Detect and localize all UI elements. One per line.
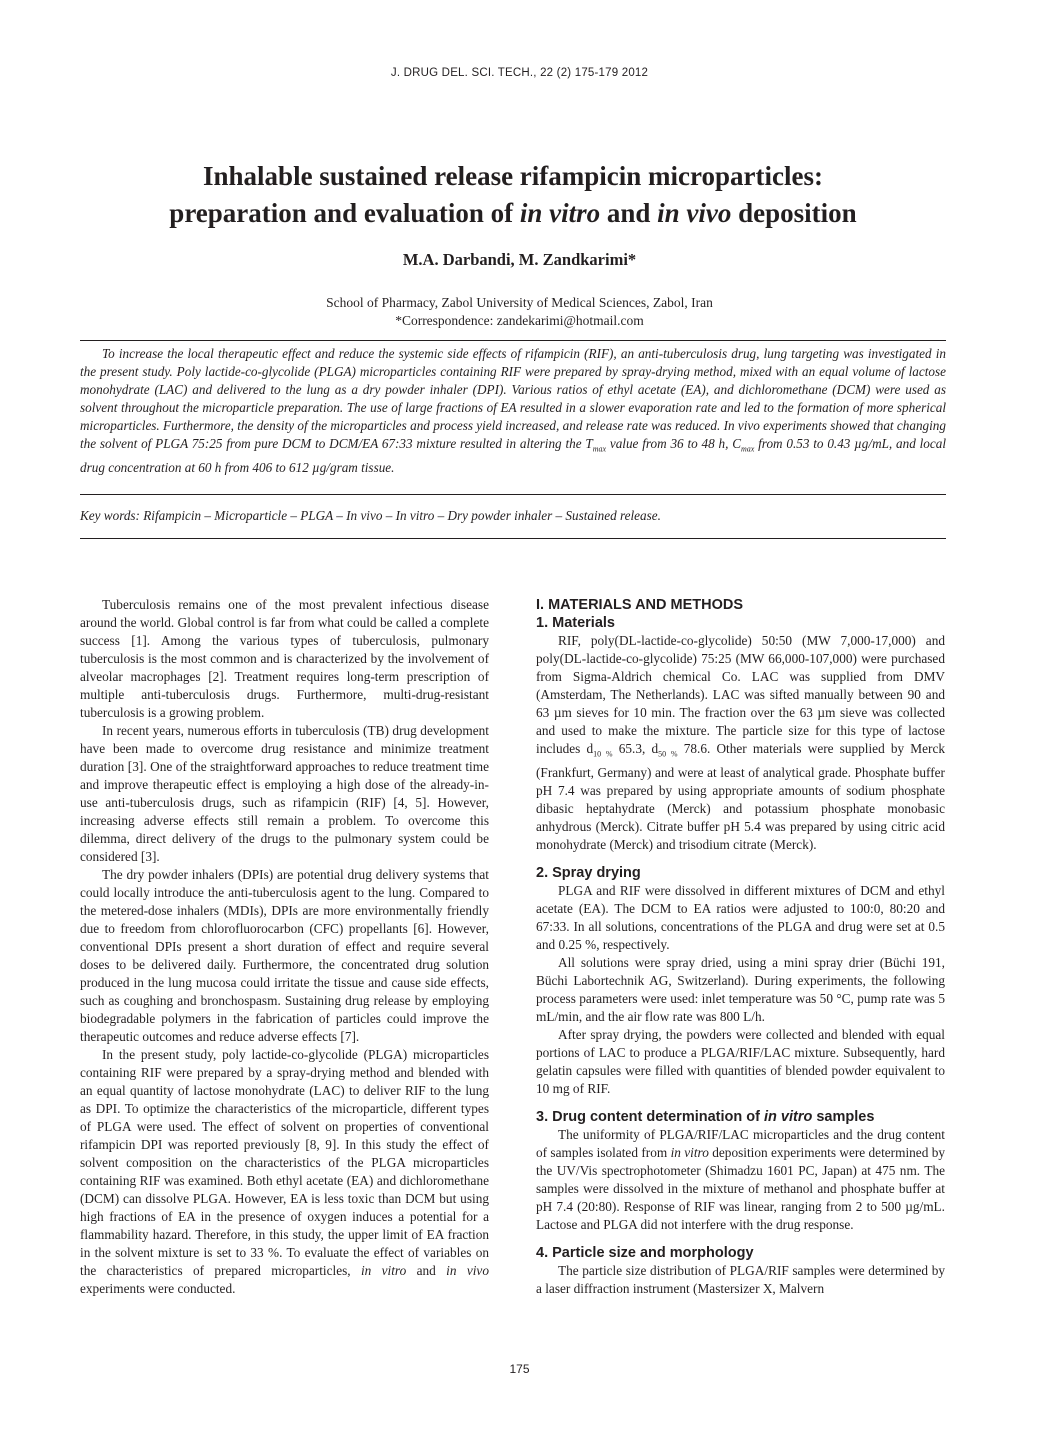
left-column [80,596,489,1298]
paragraph: The particle size distribution of PLGA/RIF samples were determined by a laser diffraction instrument (Mastersizer X, Malvern [536,1262,945,1296]
paragraph [80,1046,489,1298]
text: deposition experiments were determined by the UV/Vis spectrophotometer (Shimadzu 1601 PC, Japan) at 475 nm. The samples were dissolved in the mixture of methanol and phosphate buffer at pH 7.4 (20:80). Response of RIF was linear, ranging from 2 to 500 µg/mL. Lactose and PLGA did not interfere with the drug response. [536,1144,946,1232]
paragraph [536,1126,945,1234]
abstract-text: To increase the local therapeutic effect and reduce the systemic side effects of rifampicin (RIF), an anti-tuberculosis drug, lung targeting was investigated in the present study. Poly lactide-co-glycolide (PLGA) microparticles containing RIF were prepared by spray-drying method, mixed with an equal volume of lactose monohydrate (LAC) and delivered to the lung as a dry powder inhaler (DPI). Various ratios of ethyl acetate (EA), and dichloromethane (DCM) were used as solvent throughout the microparticle preparation. The use of large fractions of EA resulted in a slower evaporation rate and led to the formation of more spherical microparticles. Furthermore, the density of the microparticles and process yield increased, and release rate was reduced. In vivo experiments showed that changing the solvent of PLGA 75:25 from pure DCM to DCM/EA 67:33 mixture resulted in altering the T [80,346,946,451]
subsection-heading [536,1108,945,1126]
divider-keywords [80,538,946,539]
title-line-1: Inhalable sustained release rifampicin microparticles: [203,161,823,191]
journal-header: J. DRUG DEL. SCI. TECH., 22 (2) 175-179 2012 [390,67,649,79]
subscript: max [592,444,607,454]
text: 65.3, d [612,741,659,756]
subscript: max [741,444,755,454]
subsection-heading: 2. Spray drying [536,864,641,881]
italic-text: in vitro [670,1144,709,1160]
paragraph: After spray drying, the powders were collected and blended with equal portions of LAC to produce a PLGA/RIF/LAC mixture. Subsequently, hard gelatin capsules were filled with quantities of blended powder equivalent to 10 mg of RIF. [536,1026,945,1096]
divider-top [80,340,946,341]
text: 78.6. Other materials were supplied by Merck (Frankfurt, Germany) and were at least of analytical grade. Phosphate buffer pH 7.4 was prepared by using appropriate amounts of sodium phosphate dibasic heptahydrate (Merck) and potassium phosphate monobasic anhydrous (Merck). Citrate buffer pH 5.4 was prepared by using citric acid monohydrate (Merck) and trisodium citrate (Merck). [536,741,946,852]
authors: M.A. Darbandi, M. Zandkarimi* [402,250,637,269]
text: 3. Drug content determination of [536,1108,764,1125]
italic-text: in vitro [360,1263,407,1278]
paragraph: Tuberculosis remains one of the most prevalent infectious disease around the world. Global control is far from what could be called a complete success [1]. Among the various types of tuberculosis, pulmonary tuberculosis is the most common and is characterized by the involvement of alveolar macrophages [2]. Treatment requires long-term prescription of multiple anti-tuberculosis drugs. Furthermore, multi-drug-resistant tuberculosis is a growing problem. [80,597,489,720]
affiliation [0,294,1039,330]
title-text: and [600,198,658,228]
text: RIF, poly(DL-lactide-co-glycolide) 50:50 (MW 7,000-17,000) and poly(DL-lactide-co-glycolide) 75:25 (MW 66,000-107,000) were purchased from Sigma-Aldrich chemical Co. LAC was supplied from DMV (Amsterdam, The Netherlands). LAC was sifted manually between 90 and 63 µm sieves for 10 min. The fraction over the 63 µm sieve was collected and used to make the mixture. The particle size for this type of lactose includes d [536,633,945,756]
correspondence: *Correspondence: zandekarimi@hotmail.com [395,313,644,328]
title-italic: in vivo [657,198,732,228]
abstract [80,345,946,477]
text: and [406,1263,447,1278]
subscript: 50 % [658,749,678,759]
subsection-heading: 4. Particle size and morphology [536,1244,754,1261]
text: The uniformity of PLGA/RIF/LAC microparticles and the drug content of samples isolated from [536,1126,945,1160]
section-heading: I. MATERIALS AND METHODS [536,597,744,613]
italic-text: in vitro [763,1108,813,1125]
italic-text: in vivo [446,1263,489,1278]
abstract-text: from 0.53 to 0.43 µg/mL, and local drug concentration at 60 h from 406 to 612 µg/gram tissue. [80,436,946,475]
paragraph: PLGA and RIF were dissolved in different mixtures of DCM and ethyl acetate (EA). The DCM to EA ratios were adjusted to 100:0, 80:20 and 67:33. In all solutions, concentrations of the PLGA and drug were set at 0.5 and 0.25 %, respectively. [536,882,945,952]
right-column [536,596,945,1298]
divider-abstract [80,494,946,495]
article-title [80,158,946,232]
subsection-heading: 1. Materials [536,615,615,631]
school: School of Pharmacy, Zabol University of Medical Sciences, Zabol, Iran [326,295,713,310]
text: samples [812,1108,875,1125]
paragraph: All solutions were spray dried, using a mini spray drier (Büchi 191, Büchi Labortechnik AG, Switzerland). During experiments, the following process parameters were used: inlet temperature was 50 °C, pump rate was 5 mL/min, and the air flow rate was 800 L/h. [536,954,945,1024]
page-number: 175 [509,1362,530,1376]
paragraph: The dry powder inhalers (DPIs) are potential drug delivery systems that could locally introduce the anti-tuberculosis agent to the lung. Compared to the metered-dose inhalers (MDIs), DPIs are more environmentally friendly due to freedom from chlorofluorocarbon (CFC) propellants [6]. However, conventional DPIs present a short duration of effect and require several doses to be delivered daily. Furthermore, the concentrated drug solution produced in the lung mucosa could irritate the tissue and cause side effects, such as coughing and bronchospasm. Sustaining drug release by employing biodegradable polymers in the fabrication of particles could improve the therapeutic outcomes and reduce adverse effects [7]. [80,867,489,1044]
paragraph [536,632,945,854]
paragraph: In recent years, numerous efforts in tuberculosis (TB) drug development have been made to overcome drug resistance and minimize treatment duration [3]. One of the straightforward approaches to reduce treatment time and improve therapeutic effect is employing a high dose of the already-in-use anti-tuberculosis drugs, such as rifampicin (RIF) [4, 5]. However, increasing adverse effects still remain a problem. To overcome this dilemma, direct delivery of the drugs to the pulmonary system could be considered [3]. [80,723,489,864]
title-line-2 [80,195,946,232]
title-text: preparation and evaluation of [169,198,520,228]
text: In the present study, poly lactide-co-glycolide (PLGA) microparticles containing RIF were prepared by a spray-drying method and blended with an equal quantity of lactose monohydrate (LAC) to deliver RIF to the lung as DPI. To optimize the characteristics of the microparticle, different types of PLGA were used. The effect of solvent on properties of conventional rifampicin DPI was reported previously [8, 9]. In this study the effect of solvent composition on the characteristics of the PLGA microparticles containing RIF was examined. Both ethyl acetate (EA) and dichloromethane (DCM) can dissolve PLGA. However, EA is less toxic than DCM but using high fractions of EA in the presence of oxygen induces a potential for a flammability hazard. Therefore, in this study, the upper limit of EA fraction in the solvent mixture is set to 33 %. To evaluate the effect of variables on the characteristics of prepared microparticles, [80,1047,489,1278]
title-text: deposition [731,198,857,228]
subscript: 10 % [593,749,613,759]
abstract-text: value from 36 to 48 h, C [606,436,741,451]
title-italic: in vitro [519,198,601,228]
keywords: Key words: Rifampicin – Microparticle – PLGA – In vivo – In vitro – Dry powder inhaler – Sustained release. [80,508,661,523]
text: experiments were conducted. [80,1281,236,1296]
